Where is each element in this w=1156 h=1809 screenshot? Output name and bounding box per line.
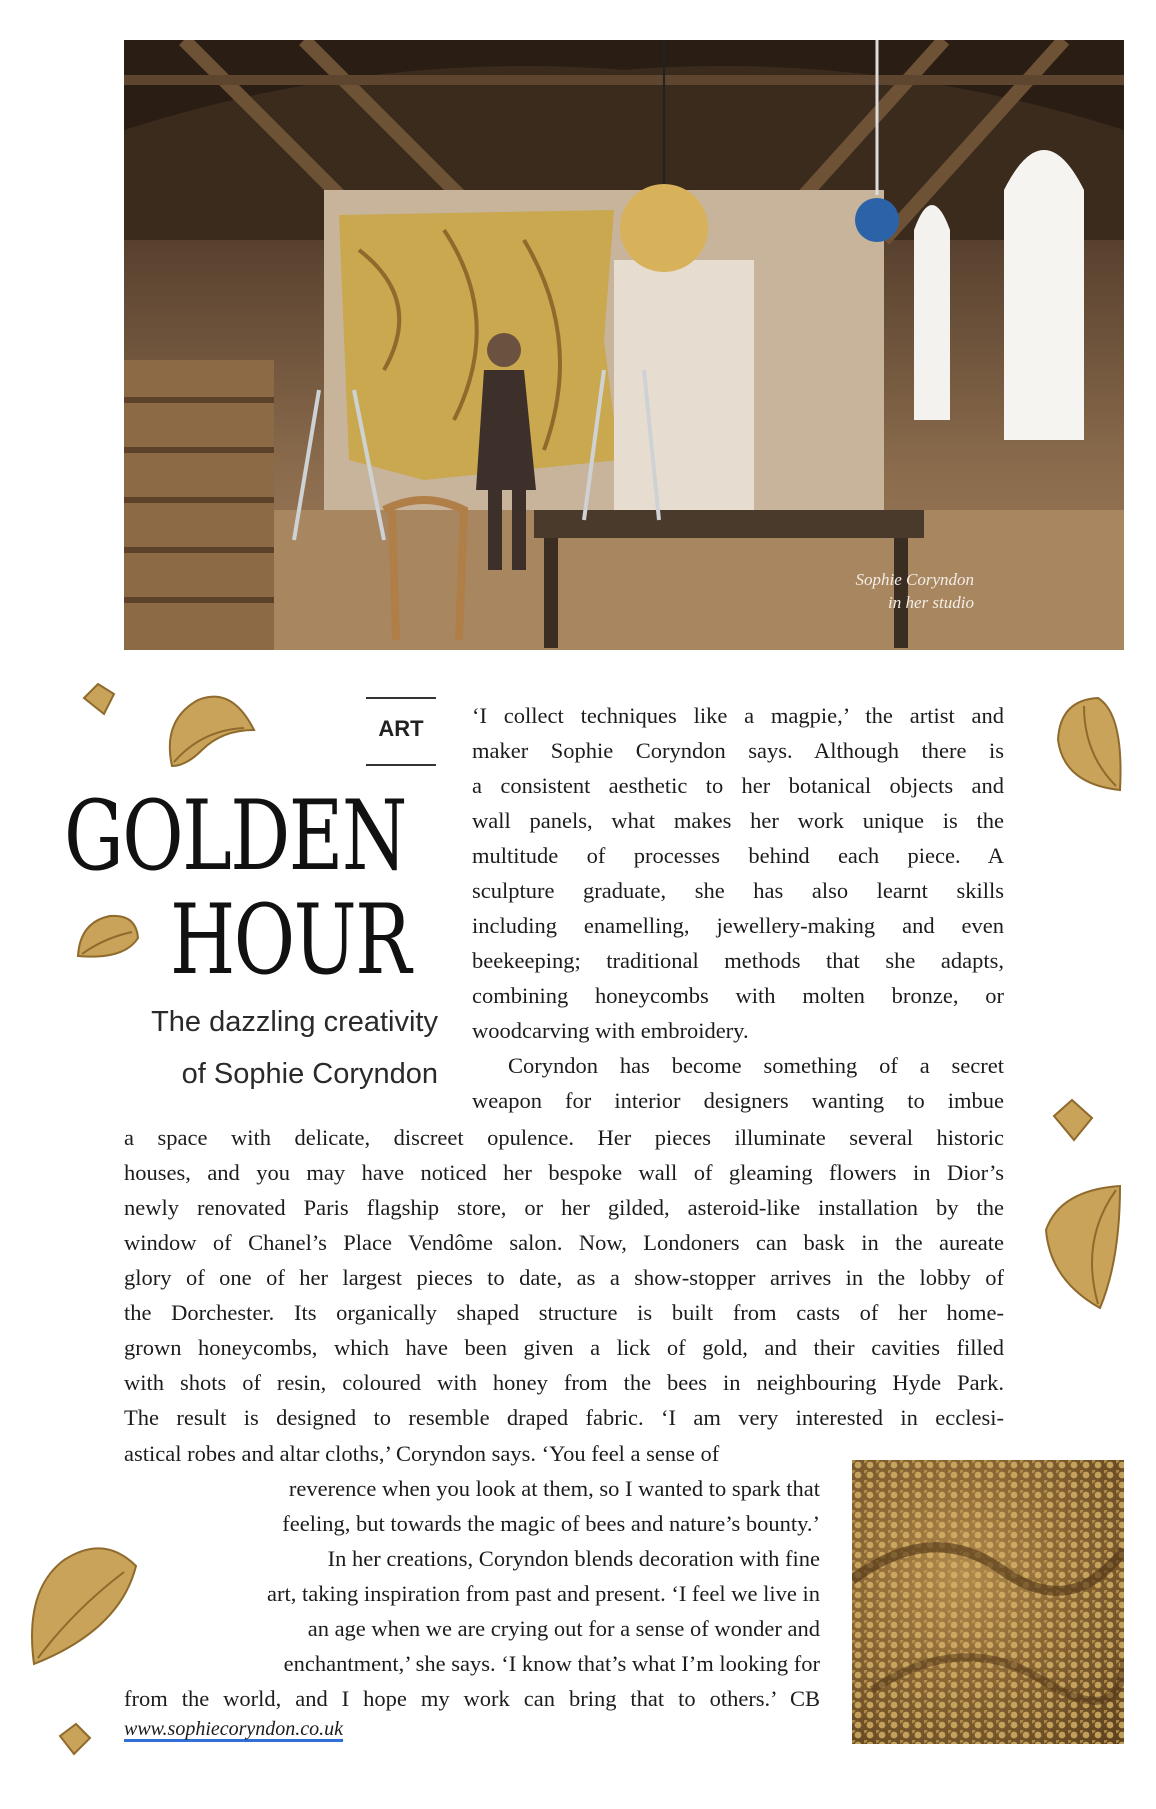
body-line: weapon for interior designers wanting to imbue xyxy=(472,1088,1004,1113)
body-line: wall panels, what makes her work unique is the xyxy=(472,808,1004,833)
body-column-bottom xyxy=(124,1436,820,1716)
body-column-top xyxy=(472,698,1004,1118)
body-line: Coryndon has become something of a secret xyxy=(508,1053,1004,1078)
body-line: from the world, and I hope my work can bring that to others.’ CB xyxy=(124,1686,820,1711)
body-line: the Dorchester. Its organically shaped structure is built from casts of her home- xyxy=(124,1300,1004,1325)
body-line: including enamelling, jewellery-making and even xyxy=(472,913,1004,938)
gold-leaf-icon xyxy=(74,912,142,968)
website-link[interactable]: www.sophiecoryndon.co.uk xyxy=(124,1718,344,1740)
headline-line-1: GOLDEN xyxy=(64,780,406,892)
body-line: grown honeycombs, which have been given a lick of gold, and their cavities filled xyxy=(124,1335,1004,1360)
gold-flake-icon xyxy=(56,1720,94,1758)
body-line: maker Sophie Coryndon says. Although there is xyxy=(472,738,1004,763)
body-line: woodcarving with embroidery. xyxy=(472,1018,749,1043)
body-line: glory of one of her largest pieces to date, as a show-stopper arrives in the lobby of xyxy=(124,1265,1004,1290)
gold-leaf-icon xyxy=(162,690,258,776)
honeycomb-texture xyxy=(852,1460,1124,1744)
gold-flake-icon xyxy=(80,680,118,718)
body-line: feeling, but towards the magic of bees and nature’s bounty.’ xyxy=(282,1511,820,1536)
section-rule-bottom xyxy=(366,764,436,766)
body-line: beekeeping; traditional methods that she adapts, xyxy=(472,948,1004,973)
gold-leaf-icon xyxy=(1054,694,1124,794)
section-label: ART xyxy=(378,716,424,741)
body-line: In her creations, Coryndon blends decoration with fine xyxy=(327,1546,820,1571)
body-line: a space with delicate, discreet opulence. Her pieces illuminate several historic xyxy=(124,1125,1004,1150)
body-column-wide xyxy=(124,1120,1004,1435)
standfirst-line: The dazzling creativity xyxy=(151,1006,438,1038)
body-line: with shots of resin, coloured with honey from the bees in neighbouring Hyde Park. xyxy=(124,1370,1004,1395)
body-line: window of Chanel’s Place Vendôme salon. Now, Londoners can bask in the aureate xyxy=(124,1230,1004,1255)
photo-caption xyxy=(855,568,974,614)
caption-line: Sophie Coryndon xyxy=(855,570,974,589)
headline-line-2: HOUR xyxy=(170,884,410,996)
body-line: art, taking inspiration from past and present. ‘I feel we live in xyxy=(267,1581,820,1606)
body-line: newly renovated Paris flagship store, or her gilded, asteroid-like installation by the xyxy=(124,1195,1004,1220)
body-line: multitude of processes behind each piece. A xyxy=(472,843,1004,868)
body-line: combining honeycombs with molten bronze, or xyxy=(472,983,1004,1008)
studio-illustration xyxy=(124,40,1124,650)
body-line: astical robes and altar cloths,’ Coryndon says. ‘You feel a sense of xyxy=(124,1441,720,1466)
caption-line: in her studio xyxy=(888,593,974,612)
body-line: ‘I collect techniques like a magpie,’ the artist and xyxy=(472,703,1004,728)
body-line: sculpture graduate, she has also learnt skills xyxy=(472,878,1004,903)
standfirst-line: of Sophie Coryndon xyxy=(181,1058,438,1090)
section-rule-top xyxy=(366,697,436,699)
studio-photo xyxy=(124,40,1124,650)
body-line: enchantment,’ she says. ‘I know that’s what I’m looking for xyxy=(283,1651,820,1676)
gold-leaf-icon xyxy=(24,1540,140,1670)
honeycomb-detail-photo xyxy=(852,1460,1124,1744)
body-line: reverence when you look at them, so I wanted to spark that xyxy=(288,1476,820,1501)
body-line: The result is designed to resemble draped fabric. ‘I am very interested in ecclesi- xyxy=(124,1405,1004,1430)
body-line: houses, and you may have noticed her bespoke wall of gleaming flowers in Dior’s xyxy=(124,1160,1004,1185)
body-line: a consistent aesthetic to her botanical objects and xyxy=(472,773,1004,798)
body-line: an age when we are crying out for a sense of wonder and xyxy=(307,1616,820,1641)
gold-flake-icon xyxy=(1050,1096,1096,1144)
standfirst xyxy=(151,996,438,1100)
gold-leaf-icon xyxy=(1040,1180,1124,1312)
